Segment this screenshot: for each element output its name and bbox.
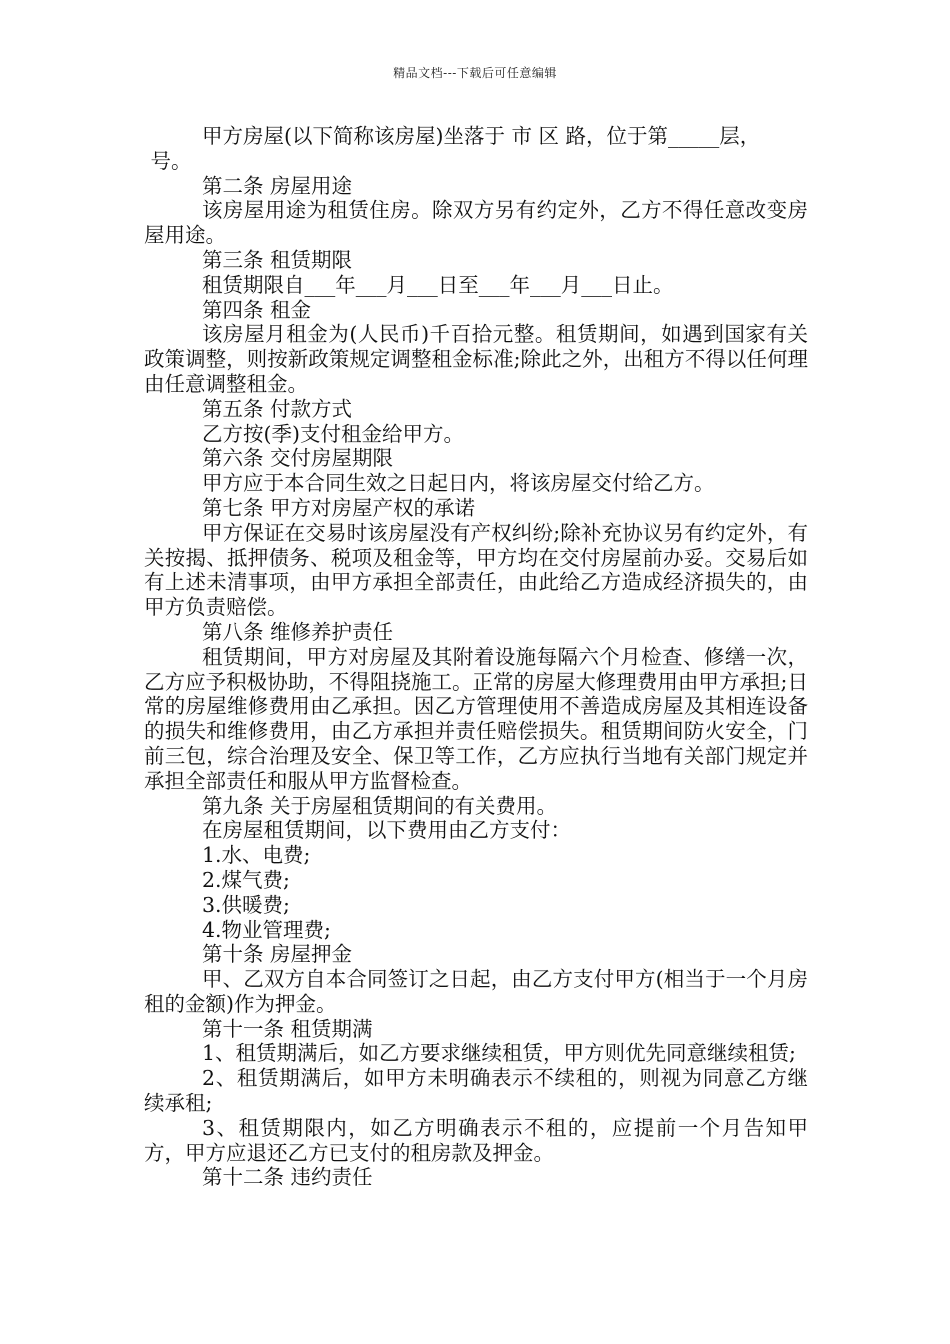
article-heading: 第三条 租赁期限: [202, 247, 353, 272]
article-heading: 第十条 房屋押金: [202, 942, 353, 967]
article-heading: 第九条 关于房屋租赁期间的有关费用。: [202, 793, 558, 818]
list-item: 2.煤气费;: [202, 867, 290, 892]
paragraph: 甲方房屋(以下简称该房屋)坐落于 市 区 路，位于第_____层，: [202, 124, 761, 148]
paragraph: 租赁期限自___年___月___日至___年___月___日止。: [202, 272, 674, 297]
page-header: 精品文档---下载后可任意编辑: [393, 66, 557, 80]
paragraph-continuation: 号。: [144, 148, 192, 173]
document-body: [144, 124, 808, 1190]
article-heading: 第十一条 租赁期满: [202, 1016, 373, 1041]
paragraph: 该房屋月租金为(人民币)千百拾元整。租赁期间，如遇到国家有关政策调整，则按新政策规定调整租金标准;除此之外，出租方不得以任何理由任意调整租金。: [144, 322, 808, 396]
article-heading: 第五条 付款方式: [202, 396, 353, 421]
paragraph: 1、租赁期满后，如乙方要求继续租赁，甲方则优先同意继续租赁;: [202, 1041, 796, 1066]
list-item: 4.物业管理费;: [202, 917, 331, 942]
paragraph: 甲方保证在交易时该房屋没有产权纠纷;除补充协议另有约定外，有关按揭、抵押债务、税项及租金等，甲方均在交付房屋前办妥。交易后如有上述未清事项，由甲方承担全部责任，由此给乙方造成经济损失的，由甲方负责赔偿。: [144, 520, 808, 620]
article-heading: 第七条 甲方对房屋产权的承诺: [202, 495, 476, 520]
article-heading: 第六条 交付房屋期限: [202, 446, 394, 471]
list-item: 1.水、电费;: [202, 843, 311, 868]
paragraph: 甲方应于本合同生效之日起日内，将该房屋交付给乙方。: [202, 471, 715, 496]
list-item: 3.供暖费;: [202, 892, 290, 917]
paragraph: 2、租赁期满后，如甲方未明确表示不续租的，则视为同意乙方继续承租;: [144, 1066, 808, 1116]
paragraph: 在房屋租赁期间，以下费用由乙方支付：: [202, 818, 571, 843]
paragraph: 该房屋用途为租赁住房。除双方另有约定外，乙方不得任意改变房屋用途。: [144, 198, 808, 248]
article-heading: 第八条 维修养护责任: [202, 619, 394, 644]
article-heading: 第十二条 违约责任: [202, 1165, 373, 1190]
paragraph: 3、租赁期限内，如乙方明确表示不租的，应提前一个月告知甲方，甲方应退还乙方已支付的租房款及押金。: [144, 1115, 808, 1165]
article-heading: 第二条 房屋用途: [202, 173, 353, 198]
article-heading: 第四条 租金: [202, 297, 312, 322]
paragraph: 乙方按(季)支付租金给甲方。: [202, 421, 464, 446]
paragraph: 甲、乙双方自本合同签订之日起，由乙方支付甲方(相当于一个月房租的金额)作为押金。: [144, 967, 808, 1016]
paragraph: 租赁期间，甲方对房屋及其附着设施每隔六个月检查、修缮一次，乙方应予积极协助，不得阻挠施工。正常的房屋大修理费用由甲方承担;日常的房屋维修费用由乙承担。因乙方管理使用不善造成房屋及其相连设备的损失和维修费用，由乙方承担并责任赔偿损失。租赁期间防火安全，门前三包，综合治理及安全、保卫等工作，乙方应执行当地有关部门规定并承担全部责任和服从甲方监督检查。: [144, 644, 808, 793]
